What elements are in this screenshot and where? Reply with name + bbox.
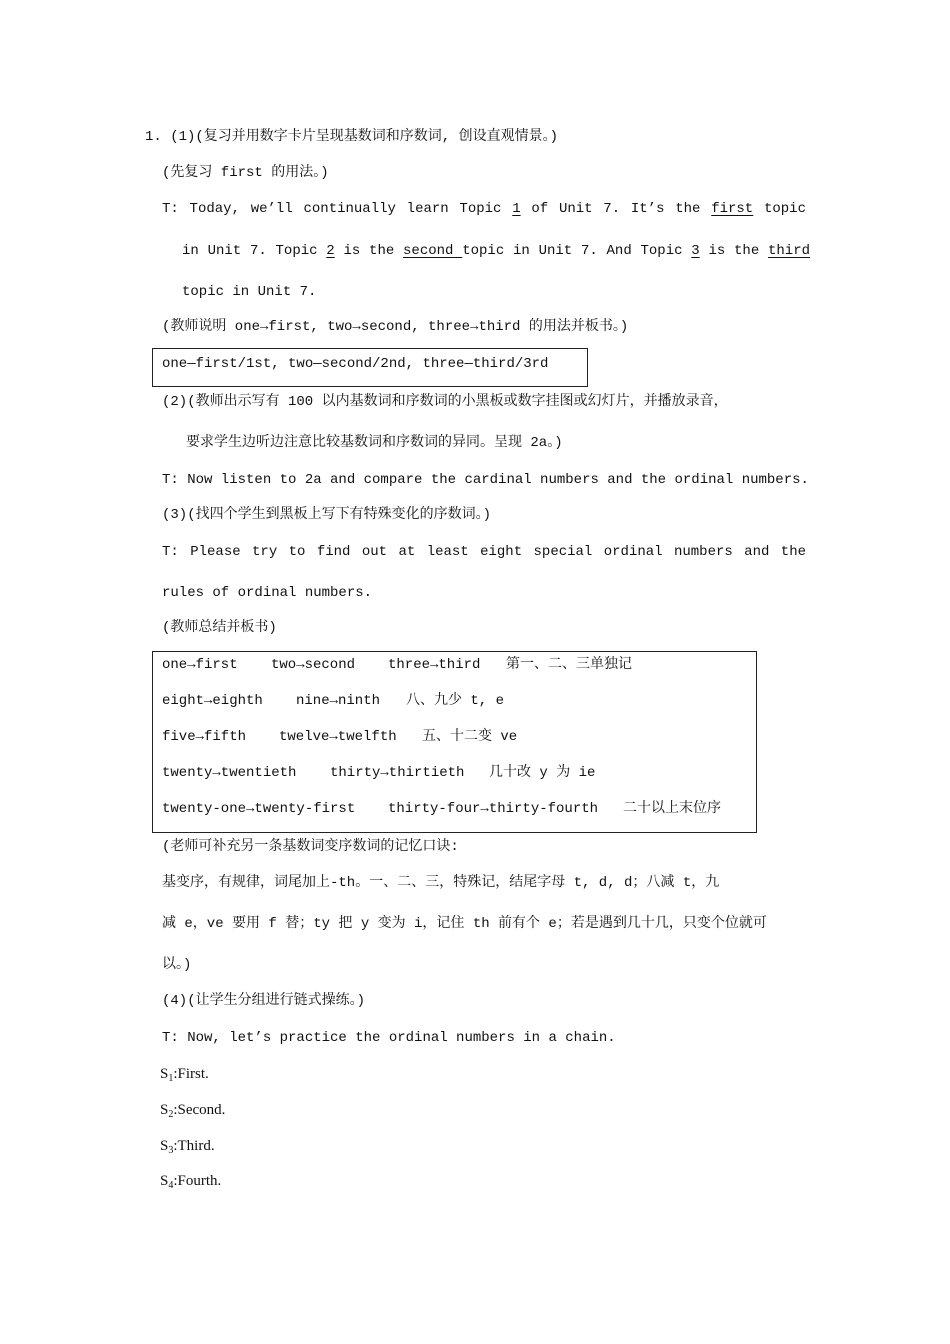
rule-pair: thirty-four→thirty-fourth <box>388 801 599 817</box>
rules-row-1 <box>0 655 950 675</box>
text-segment: in Unit 7. Topic <box>182 243 327 259</box>
speaker-number: 4 <box>168 1180 174 1191</box>
rule-pair: twenty→twentieth <box>162 765 297 781</box>
student-line-3 <box>160 1136 215 1156</box>
student-reply: :Second. <box>173 1102 226 1118</box>
step3-teacher-line-2: rules of ordinal numbers. <box>162 585 373 601</box>
rule-pair: one→first <box>162 657 238 673</box>
student-reply: :Third. <box>173 1138 215 1154</box>
student-line-1 <box>160 1064 209 1084</box>
step4-teacher-line: T: Now, let’s practice the ordinal numbers in a chain. <box>162 1030 616 1046</box>
rule-tip: 几十改 y 为 ie <box>489 765 596 781</box>
underlined-ordinal: third <box>768 243 810 259</box>
underlined-ordinal: second <box>403 243 463 259</box>
rule-pair: thirty→thirtieth <box>330 765 465 781</box>
speaker-number: 3 <box>168 1145 174 1156</box>
step2-teacher-line: T: Now listen to 2a and compare the cardinal numbers and the ordinal numbers. <box>162 472 809 488</box>
step4-instruction: (4)(让学生分组进行链式操练。) <box>162 993 366 1009</box>
step1-note: (先复习 first 的用法。) <box>162 165 329 181</box>
rule-pair: twenty-one→twenty-first <box>162 801 356 817</box>
student-line-4 <box>160 1171 221 1191</box>
text-segment: topic in Unit 7. And Topic <box>462 243 692 259</box>
text-segment: of Unit 7. It’s the <box>520 201 712 217</box>
rules-row-4 <box>0 763 950 783</box>
student-line-2 <box>160 1100 225 1120</box>
text-segment: topic <box>753 201 806 217</box>
rule-tip: 二十以上末位序 <box>623 801 721 817</box>
text-segment: T: Today, we’ll continually learn Topic <box>162 201 513 217</box>
step3-teacher-line-1: T: Please try to find out at least eight special ordinal numbers and the <box>162 544 806 560</box>
underlined-ordinal: first <box>711 201 754 217</box>
rules-row-3 <box>0 727 950 747</box>
student-reply: :First. <box>173 1066 209 1082</box>
step3-instruction: (3)(找四个学生到黑板上写下有特殊变化的序数词。) <box>162 507 492 523</box>
step1-teacher-line-2 <box>182 241 810 261</box>
rule-tip: 八、九少 t, e <box>406 693 505 709</box>
underlined-number: 3 <box>691 243 700 259</box>
rule-pair: three→third <box>388 657 481 673</box>
rule-pair: two→second <box>271 657 356 673</box>
speaker-label: S <box>160 1102 169 1118</box>
step1-explain-note: (教师说明 one→first, two→second, three→third 的用法并板书。) <box>162 319 629 335</box>
mnemonic-intro: (老师可补充另一条基数词变序数词的记忆口诀: <box>162 839 459 855</box>
mnemonic-line-2: 减 e，ve 要用 f 替；ty 把 y 变为 i，记住 th 前有个 e；若是遇到几十几，只变个位就可 <box>162 916 767 932</box>
mnemonic-line-3: 以。) <box>162 957 192 973</box>
mnemonic-line-1: 基变序，有规律，词尾加上-th。一、二、三，特殊记，结尾字母 t, d, d；八减 t，九 <box>162 875 720 891</box>
step2-instruction-line-2: 要求学生边听边注意比较基数词和序数词的异同。呈现 2a。) <box>186 435 563 451</box>
step1-teacher-line-3: topic in Unit 7. <box>182 284 317 300</box>
rule-pair: eight→eighth <box>162 693 263 709</box>
step1-teacher-line-1 <box>162 199 806 219</box>
speaker-label: S <box>160 1173 169 1189</box>
board-box-basic-text: one—first/1st, two—second/2nd, three—third/3rd <box>162 356 549 372</box>
step3-summary-note: (教师总结并板书) <box>162 620 277 636</box>
step1-heading: 1. (1)(复习并用数字卡片呈现基数词和序数词, 创设直观情景。) <box>145 129 559 145</box>
rules-row-5 <box>0 799 950 819</box>
speaker-label: S <box>160 1138 169 1154</box>
rule-tip: 五、十二变 ve <box>422 729 518 745</box>
rule-pair: nine→ninth <box>296 693 381 709</box>
underlined-number: 2 <box>326 243 335 259</box>
rule-tip: 第一、二、三单独记 <box>506 657 632 673</box>
rules-row-2 <box>0 691 950 711</box>
underlined-number: 1 <box>512 201 521 217</box>
speaker-label: S <box>160 1066 169 1082</box>
speaker-number: 1 <box>168 1073 174 1084</box>
student-reply: :Fourth. <box>173 1173 222 1189</box>
step2-instruction-line-1: (2)(教师出示写有 100 以内基数词和序数词的小黑板或数字挂图或幻灯片，并播放录音， <box>162 394 728 410</box>
text-segment: is the <box>334 243 404 259</box>
speaker-number: 2 <box>168 1109 174 1120</box>
text-segment: is the <box>699 243 768 259</box>
rule-pair: twelve→twelfth <box>279 729 397 745</box>
rule-pair: five→fifth <box>162 729 247 745</box>
